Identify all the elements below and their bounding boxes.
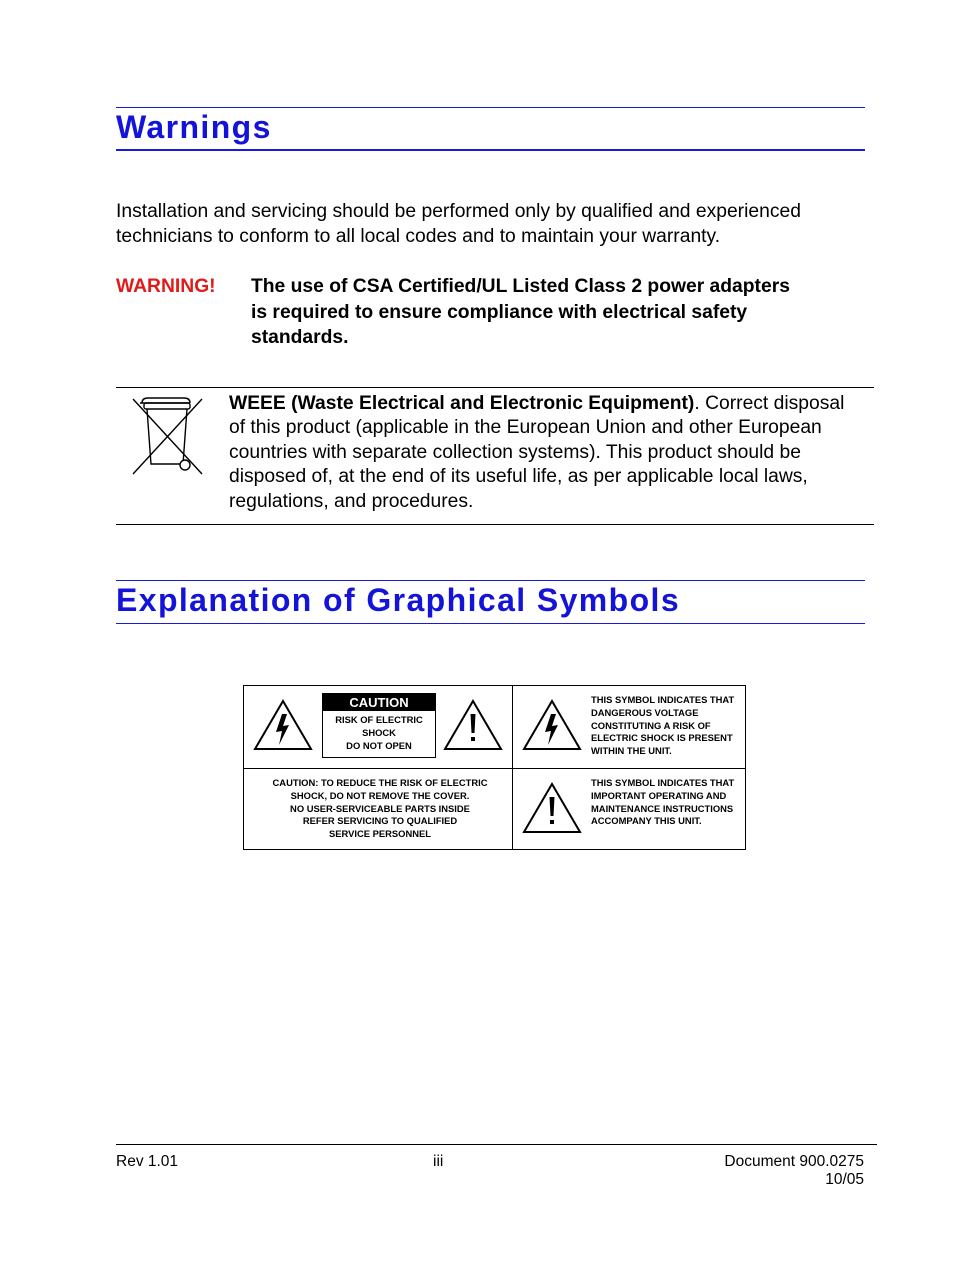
exclamation-triangle-icon	[521, 781, 583, 835]
lightning-description	[591, 694, 749, 758]
footer-rule	[116, 1144, 877, 1145]
warning-text-line: The use of CSA Certified/UL Listed Class 2 power adapters	[251, 276, 790, 297]
footer-revision: Rev 1.01	[116, 1153, 179, 1170]
exclamation-description-line: ACCOMPANY THIS UNIT.	[591, 815, 702, 827]
caution-header: CAUTION	[323, 694, 435, 711]
caution-cover-line: REFER SERVICING TO QUALIFIED	[302, 815, 458, 827]
exclamation-symbol-cell	[513, 769, 746, 850]
caution-subtext-line: SHOCK	[362, 726, 396, 738]
lightning-description-line: ELECTRIC SHOCK IS PRESENT	[591, 732, 733, 744]
caution-cover-line: NO USER-SERVICEABLE PARTS INSIDE	[290, 802, 470, 814]
footer-date: 10/05	[825, 1171, 864, 1188]
symbols-title-bottom-rule	[116, 623, 865, 624]
warnings-title-bottom-rule	[116, 149, 865, 151]
weee-paragraph	[229, 392, 874, 514]
exclamation-description-line: THIS SYMBOL INDICATES THAT	[591, 777, 735, 788]
footer-page-number: iii	[433, 1153, 444, 1170]
exclamation-description	[591, 777, 749, 828]
exclamation-triangle-icon	[442, 698, 504, 752]
caution-box	[322, 693, 436, 758]
lightning-description-line: DANGEROUS VOLTAGE	[591, 706, 699, 718]
warning-text-line: is required to ensure compliance with electrical safety	[251, 301, 748, 323]
weee-top-rule	[116, 387, 874, 388]
lightning-description-line: WITHIN THE UNIT.	[591, 745, 672, 757]
warnings-intro	[116, 199, 896, 249]
caution-cover-line: CAUTION: TO REDUCE THE RISK OF ELECTRIC	[272, 777, 488, 788]
symbols-title-top-rule	[116, 580, 865, 581]
caution-cover-line: SERVICE PERSONNEL	[329, 828, 431, 840]
caution-subtext-line: DO NOT OPEN	[346, 739, 412, 751]
warnings-intro-line: Installation and servicing should be performed only by qualified and experienced	[116, 201, 801, 222]
caution-subtext-line: RISK OF ELECTRIC	[335, 714, 423, 725]
symbols-title: Explanation of Graphical Symbols	[116, 582, 681, 618]
weee-bold-lead: WEEE (Waste Electrical and Electronic Equipment)	[229, 393, 695, 414]
warnings-intro-line: technicians to conform to all local codes and to maintain your warranty.	[116, 226, 721, 247]
lightning-symbol-cell	[513, 686, 746, 769]
warning-text-line: standards.	[251, 327, 349, 348]
lightning-description-line: CONSTITUTING A RISK OF	[591, 719, 711, 731]
exclamation-description-line: MAINTENANCE INSTRUCTIONS	[591, 802, 734, 814]
lightning-triangle-icon	[252, 698, 314, 752]
warning-label: WARNING!	[116, 276, 216, 297]
caution-cover-line: SHOCK, DO NOT REMOVE THE COVER.	[290, 789, 470, 801]
lightning-description-line: THIS SYMBOL INDICATES THAT	[591, 694, 735, 705]
crossed-out-wheeled-bin-icon	[128, 394, 208, 478]
warnings-title: Warnings	[116, 109, 272, 145]
lightning-triangle-icon	[521, 698, 583, 752]
caution-subtext	[323, 711, 435, 752]
caution-cover-text	[244, 777, 516, 841]
weee-line	[229, 392, 874, 416]
footer-document-info	[640, 1153, 864, 1189]
weee-line: regulations, and procedures.	[229, 490, 474, 512]
weee-line1-rest: . Correct disposal	[694, 393, 845, 414]
weee-bottom-rule	[116, 524, 874, 525]
footer-document-number: Document 900.0275	[724, 1153, 864, 1170]
caution-label-cell	[244, 686, 513, 769]
weee-line: countries with separate collection systems). This product should be	[229, 441, 801, 463]
exclamation-description-line: IMPORTANT OPERATING AND	[591, 789, 727, 801]
warnings-title-top-rule	[116, 107, 865, 108]
weee-line: of this product (applicable in the European Union and other European	[229, 417, 822, 439]
warning-text	[251, 274, 871, 351]
caution-cover-cell	[244, 769, 513, 850]
weee-line: disposed of, at the end of its useful life, as per applicable local laws,	[229, 466, 808, 488]
symbols-table	[243, 685, 746, 850]
